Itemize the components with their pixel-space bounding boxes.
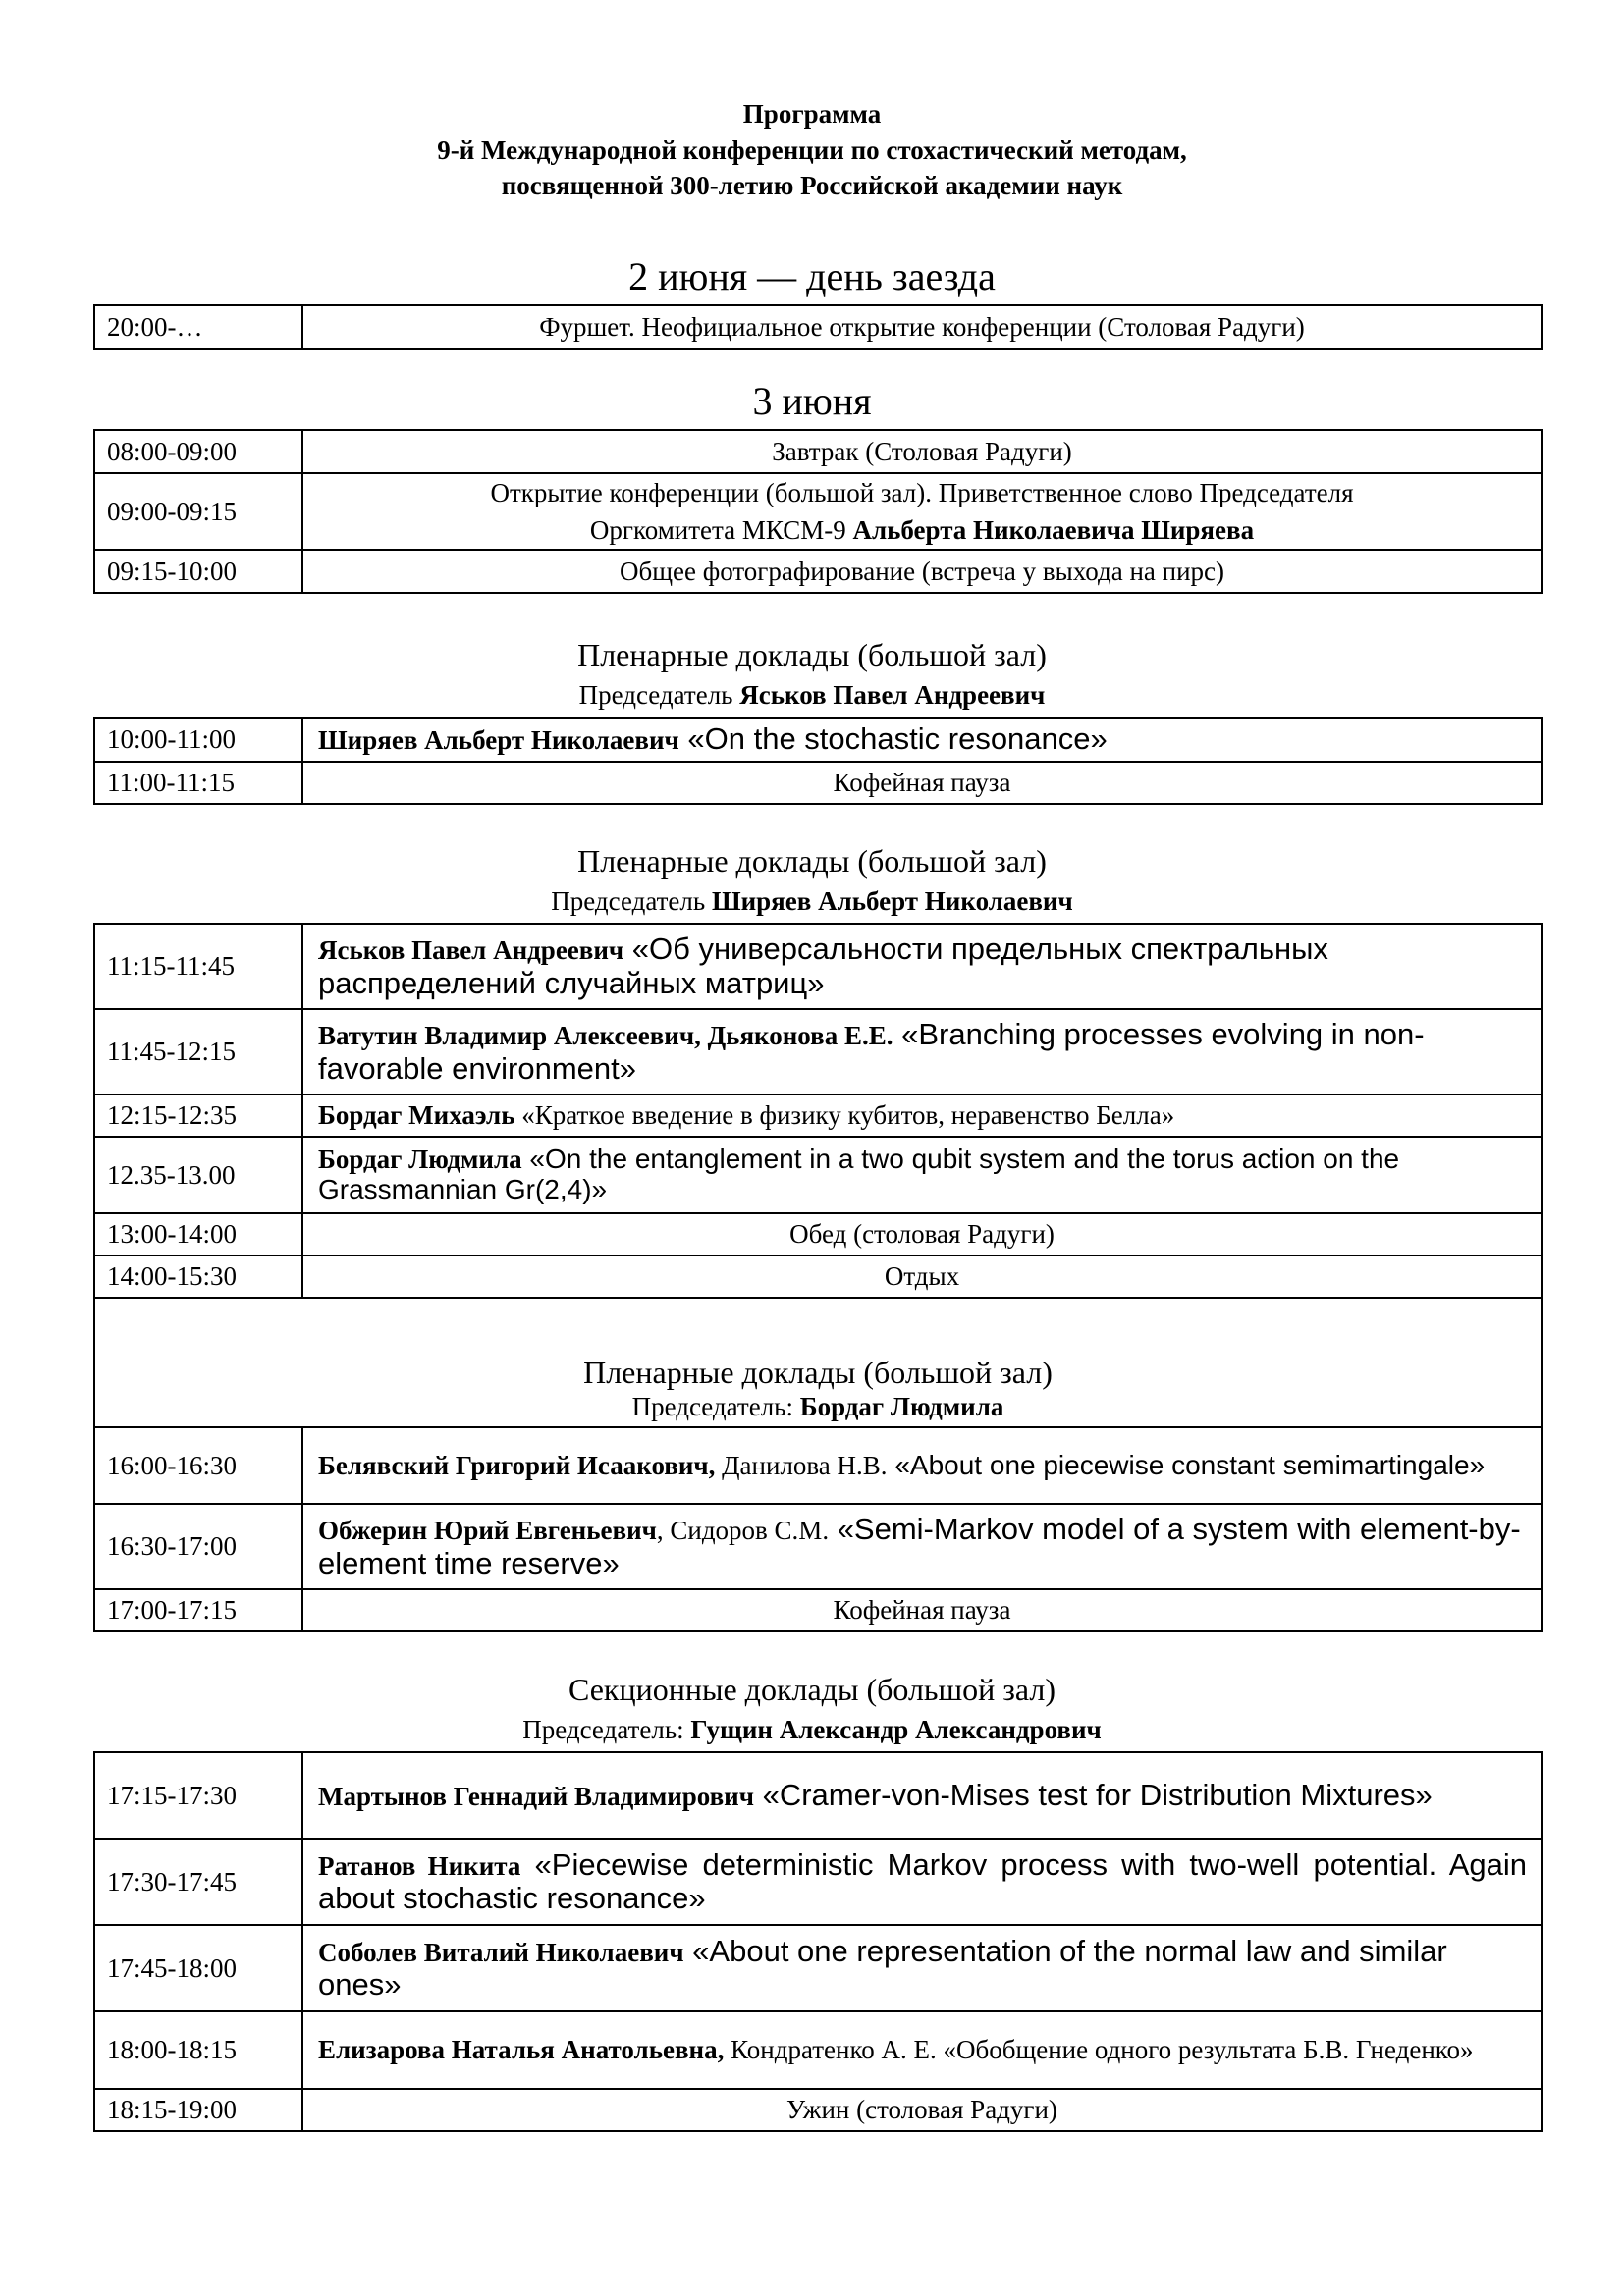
event-cell (302, 473, 1542, 550)
day1-table (93, 304, 1543, 350)
day2-title: 3 июня (752, 379, 872, 423)
event-cell: Ужин (столовая Радуги) (302, 2089, 1542, 2131)
table-row (94, 718, 1542, 762)
event-cell: Кофейная пауза (302, 1589, 1542, 1631)
talk-cell (302, 718, 1542, 762)
session3-title: Пленарные доклады (большой зал) (583, 1355, 1053, 1390)
chair-prefix: Председатель (578, 680, 740, 710)
table-row (94, 550, 1542, 593)
table-row (94, 2011, 1542, 2089)
event-cell: Общее фотографирование (встреча у выхода на пирс) (302, 550, 1542, 593)
event-text: Оргкомитета МКСМ-9 (589, 515, 853, 545)
talk-title: «Обобщение одного результата Б.В. Гнеденко» (936, 2034, 1474, 2064)
session4-table (93, 1751, 1543, 2132)
time-cell: 12.35-13.00 (94, 1137, 302, 1213)
coauthor: , Сидоров С.М. (656, 1516, 830, 1546)
event-cell: Фуршет. Неофициальное открытие конференции (Столовая Радуги) (302, 305, 1542, 349)
table-row (94, 1427, 1542, 1504)
time-cell: 18:00-18:15 (94, 2011, 302, 2089)
table-row (94, 430, 1542, 473)
speaker-name: Ватутин Владимир Алексеевич, Дьяконова Е.Е. (318, 1021, 893, 1051)
time-cell: 17:15-17:30 (94, 1752, 302, 1839)
table-row (94, 1925, 1542, 2011)
speaker-name: Яськов Павел Андреевич (318, 935, 624, 966)
talk-cell (302, 1504, 1542, 1589)
time-cell: 13:00-14:00 (94, 1213, 302, 1255)
time-cell: 10:00-11:00 (94, 718, 302, 762)
time-cell: 09:00-09:15 (94, 473, 302, 550)
conference-name: 9-й Международной конференции по стохастический методам, (437, 135, 1187, 165)
time-cell: 18:15-19:00 (94, 2089, 302, 2131)
talk-title: «Piecewise deterministic Markov process with two-well potential. Again about stochastic resonance» (318, 1846, 1527, 1915)
speaker-name: Бордаг Михаэль (318, 1099, 515, 1130)
talk-title: «Краткое введение в физику кубитов, неравенство Белла» (514, 1099, 1175, 1130)
session3-header (94, 1298, 1542, 1427)
table-row (94, 2089, 1542, 2131)
table-row (94, 1839, 1542, 1925)
table-row (94, 1095, 1542, 1137)
session1-chair (0, 679, 1624, 711)
table-row (94, 305, 1542, 349)
time-cell: 16:30-17:00 (94, 1504, 302, 1589)
table-row (94, 1213, 1542, 1255)
chair-name: Гущин Александр Александрович (690, 1715, 1102, 1744)
talk-cell (302, 1925, 1542, 2011)
session1-table (93, 717, 1543, 805)
speaker-name: Соболев Виталий Николаевич (318, 1937, 684, 1967)
speaker-name: Ратанов Никита (318, 1850, 521, 1881)
time-cell: 17:45-18:00 (94, 1925, 302, 2011)
table-row (94, 1255, 1542, 1298)
talk-title: «About one piecewise constant semimartingale» (887, 1449, 1486, 1480)
talk-cell (302, 1839, 1542, 1925)
day1-title: 2 июня — день заезда (628, 254, 996, 298)
speaker-name: Бордаг Людмила (318, 1145, 522, 1175)
chair-name: Бордаг Людмила (799, 1392, 1004, 1421)
speaker-name: Белявский Григорий Исаакович, (318, 1450, 716, 1480)
time-cell: 12:15-12:35 (94, 1095, 302, 1137)
day2-morning-table (93, 429, 1543, 594)
session4-title: Секционные доклады (большой зал) (568, 1672, 1056, 1707)
coauthor: Данилова Н.В. (715, 1450, 888, 1480)
table-row (94, 762, 1542, 804)
session2-table (93, 923, 1543, 1632)
session2-chair (0, 885, 1624, 917)
coauthor: Кондратенко А. Е. (724, 2034, 937, 2064)
talk-cell (302, 1009, 1542, 1095)
conference-dedication: посвященной 300-летию Российской академии наук (501, 171, 1123, 200)
table-row (94, 1009, 1542, 1095)
session3-header-row (94, 1298, 1542, 1427)
time-cell: 11:15-11:45 (94, 924, 302, 1009)
event-cell: Отдых (302, 1255, 1542, 1298)
talk-title: «On the entanglement in a two qubit system and the torus action on the Grassmannian Gr(2,4)» (318, 1144, 1400, 1204)
session2-title: Пленарные доклады (большой зал) (577, 843, 1047, 879)
program-title: Программа (742, 99, 882, 129)
table-row (94, 1752, 1542, 1839)
time-cell: 09:15-10:00 (94, 550, 302, 593)
event-text: Открытие конференции (большой зал). Приветственное слово Председателя (490, 478, 1354, 507)
speaker-name: Мартынов Геннадий Владимирович (318, 1781, 754, 1811)
table-row (94, 1589, 1542, 1631)
time-cell: 08:00-09:00 (94, 430, 302, 473)
talk-title: «Branching processes evolving in non-favorable environment» (318, 1017, 1425, 1086)
chair-prefix: Председатель: (631, 1392, 800, 1421)
time-cell: 17:00-17:15 (94, 1589, 302, 1631)
time-cell: 17:30-17:45 (94, 1839, 302, 1925)
session3-chair (95, 1391, 1541, 1422)
talk-title: «About one representation of the normal law and similar ones» (318, 1933, 1447, 2002)
talk-cell (302, 1427, 1542, 1504)
time-cell: 11:45-12:15 (94, 1009, 302, 1095)
table-row (94, 1504, 1542, 1589)
table-row (94, 1137, 1542, 1213)
time-cell: 14:00-15:30 (94, 1255, 302, 1298)
talk-title: «Semi-Markov model of a system with element-by-element time reserve» (318, 1512, 1521, 1580)
event-cell: Завтрак (Столовая Радуги) (302, 430, 1542, 473)
talk-cell (302, 1095, 1542, 1137)
speaker-name: Альберта Николаевича Ширяева (852, 515, 1255, 545)
session4-chair (0, 1714, 1624, 1745)
table-row (94, 473, 1542, 550)
time-cell: 20:00-… (94, 305, 302, 349)
chair-name: Ширяев Альберт Николаевич (711, 886, 1073, 916)
talk-title: «Cramer-von-Mises test for Distribution Mixtures» (753, 1777, 1433, 1812)
talk-cell (302, 2011, 1542, 2089)
speaker-name: Ширяев Альберт Николаевич (318, 725, 679, 756)
talk-cell (302, 924, 1542, 1009)
time-cell: 11:00-11:15 (94, 762, 302, 804)
talk-title: «On the stochastic resonance» (678, 721, 1108, 757)
table-row (94, 924, 1542, 1009)
speaker-name: Обжерин Юрий Евгеньевич (318, 1516, 657, 1546)
session1-title: Пленарные доклады (большой зал) (577, 637, 1047, 672)
talk-cell (302, 1137, 1542, 1213)
chair-prefix: Председатель: (522, 1715, 691, 1744)
event-cell: Обед (столовая Радуги) (302, 1213, 1542, 1255)
speaker-name: Елизарова Наталья Анатольевна, (318, 2034, 725, 2064)
time-cell: 16:00-16:30 (94, 1427, 302, 1504)
event-cell: Кофейная пауза (302, 762, 1542, 804)
chair-prefix: Председатель (551, 886, 712, 916)
chair-name: Яськов Павел Андреевич (739, 680, 1046, 710)
talk-cell (302, 1752, 1542, 1839)
talk-title: «Об универсальности предельных спектральных распределений случайных матриц» (318, 932, 1328, 1000)
